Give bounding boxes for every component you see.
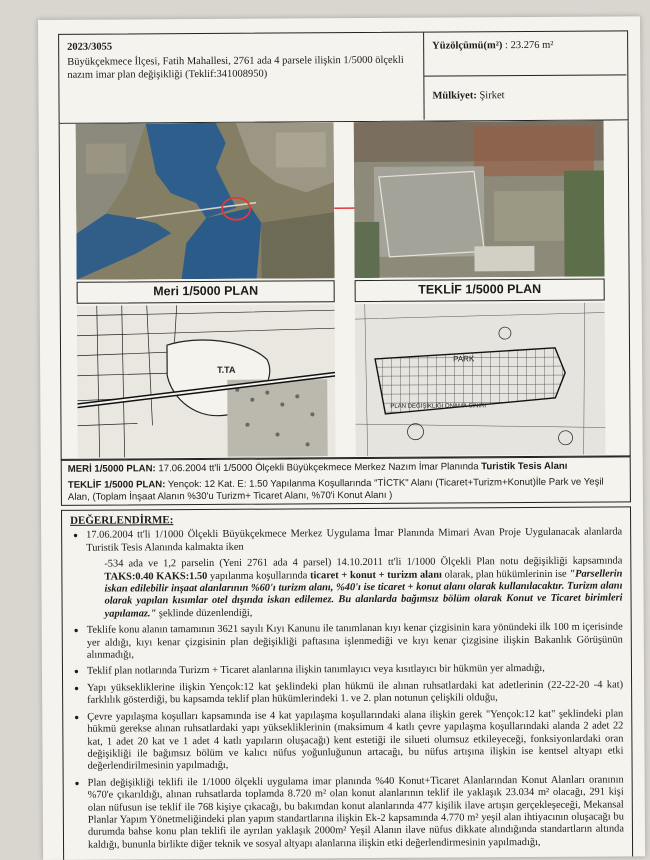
satellite-detail-image [354,121,605,279]
meri-plan-line [68,460,624,476]
satellite-overview-image [76,122,335,280]
sub-text-quote: "Parsellerin iskan edilebilir inşaat alanlarının %60'ı turizm alanı, %40'ı ise ticaret + konut alanı olarak kullanılacaktır. Turizm alanı olarak yapılan kısımlar otel dışında iskan edilemez. Bu alanlarda bağımsız bölüm olarak Konut ve Ticaret birimleri yapılamaz." [104,568,623,620]
maps-block [59,120,631,459]
plan-number: 2023/3055 [67,41,113,53]
sub-text-c: yapılanma koşullarında [207,569,311,582]
evaluation-item-2: ● Teklife konu alanın tamamının 3621 sayılı Kıyı Kanunu ile tanımlanan kıyı kenar çizgisinin kara yönündeki ilk 100 m içerisinde yer aldığı, kıyı kenar çizgisinin plan değişikliği paftasına işlenmediği ve kıyı kenar çizgisine ilişkin Bakanlık Görüşünün alınmadığı, [71,622,623,663]
evaluation-item-1-sub [70,556,622,621]
plan-description: Büyükçekmece İlçesi, Fatih Mahallesi, 2761 ada 4 parsele ilişkin 1/5000 ölçekli nazım imar plan değişikliği (Teklif:341008950) [67,54,404,81]
evaluation-section [61,506,633,859]
area-value: : 23.276 m² [504,39,554,52]
owner-row [424,75,626,119]
teklif-plan-label: TEKLİF 1/5000 PLAN: [67,478,166,491]
sub-text-e: olarak, plan hükümlerinin ise [441,568,570,581]
teklif-plan-caption: TEKLİF 1/5000 PLAN [355,279,605,303]
park-label: PARK [453,354,475,364]
owner-value: Şirket [479,90,505,102]
owner-label: Mülkiyet: [432,90,477,102]
sub-text-taks: TAKS:0.40 KAKS:1.50 [104,570,208,583]
evaluation-item-3: ● Teklif plan notlarında Turizm + Ticaret alanlarına ilişkin tanımlayıcı veya kısıtlayıcı bir hükmün yer almadığı, [71,663,623,679]
area-label: Yüzölçümü(m²) [432,40,503,52]
meri-plan-text: 17.06.2004 tt'li 1/5000 Ölçekli Büyükçekmece Merkez Nazım İmar Planında [155,461,482,475]
evaluation-item-6: ● Plan değişikliği teklifi ile 1/1000 ölçekli uygulama imar planında %40 Konut+Ticaret Alanlarından Konut Alanları oranının %70'e çıkarıldığı, alınan ruhsatlarda toplamda 8.720 m² olan konut alanlarının teklif ile yaklaşık 23.034 m² olacağı, 291 kişi olan nüfusun ise teklif ile 768 kişiye çıkacağı, bu bakımdan konut alanlarında 477 kişilik ilave artışın gerçekleşeceği, Mekansal Planlar Yapım Yönetmeliğindeki plan yapım standartlarına ilişkin Ek-2 kapsamında 4.770 m² yeşil alan ihtiyacının oluşacağı bu durumda bahse konu plan teklifi ile ayrılan yaklaşık 2000m² Yeşil Alanın ilave nüfus dikkate alındığında standartların altında kaldığı, bununla birlikte diğer teknik ve sosyal altyapı alanlarına ilişkin etki değerlendirmesinin yapılmadığı, [72,774,624,852]
area-row [424,31,626,76]
teklif-plan-line [68,476,624,504]
meri-plan-drawing [77,304,336,458]
sub-text-function: ticaret + konut + turizm alanı [310,569,442,581]
header-right-cell [424,31,627,119]
document-page [38,16,645,860]
meri-plan-caption: Meri 1/5000 PLAN [77,280,335,304]
sub-text-a: -534 ada ve 1,2 parselin (Yeni 2761 ada 4 parsel) 14.10.2011 tt'li 1/1000 Ölçekli Plan notu değişikliği kapsamında [104,555,623,570]
change-boundary-label: PLAN DEĞİŞİKLİĞİ ONAMA SINIRI [390,403,487,410]
meri-plan-function: Turistik Tesis Alanı [481,460,568,473]
plan-description-box [61,456,631,505]
header-table [58,30,629,123]
tta-label: T.TA [217,364,236,375]
teklif-plan-text: Yençok: 12 Kat. E: 1.50 Yapılanma Koşullarında "TİCTK" Alanı (Ticaret+Turizm+Konut)İle Park ve Yeşil Alan, (Toplam İnşaat Alanın %30'u Turizm+ Ticaret Alanı, %70'i Konut Alanı ) [67,476,604,503]
evaluation-title: DEĞERLENDİRME: [70,514,174,527]
teklif-plan-drawing [355,303,606,457]
evaluation-item-4: ● Yapı yüksekliklerine ilişkin Yençok:12 kat şeklindeki plan hükmü ile alınan ruhsatlardaki kat adetlerinin (22-22-20 -4 kat) farklılık gösterdiği, bu kapsamda teklif plan hükümlerindeki 1. ve 2. plan notunun çelişkili olduğu, [71,679,623,707]
evaluation-item-1: ● 17.06.2004 tt'li 1/1000 Ölçekli Büyükçekmece Merkez Uygulama İmar Planında Mimari Avan Proje Uygulanacak alanlarda Turistik Tesis Alanında kalmakta iken [70,527,622,555]
meri-plan-label: MERİ 1/5000 PLAN: [67,463,156,475]
header-left-cell [59,33,425,122]
evaluation-item-5: ● Çevre yapılaşma koşulları kapsamında ise 4 kat yapılaşma koşullarındaki alana ilişkin gerek "Yençok:12 kat" şeklindeki plan hükmü gerekse alınan ruhsatlardaki yapı yüksekliklerinin (maksimum 4 katlı çevre yapılaşma koşullarındaki alanda 2 adet 22 kat, 1 adet 20 kat ve 1 adet 4 katlı yapıların oluşacağı) kent estetiği ile silueti olumsuz etkileyeceği, fonksiyonlardaki oran değişikliği ile bağımsız bölüm ve kalıcı nüfus yoğunluğunun artacağı, bu nüfus artışına ilişkin ise kentsel altyapı etki değerlendirilmesinin yapılmadığı, [71,708,623,773]
sub-text-g: şeklinde düzenlendiği, [156,607,253,620]
